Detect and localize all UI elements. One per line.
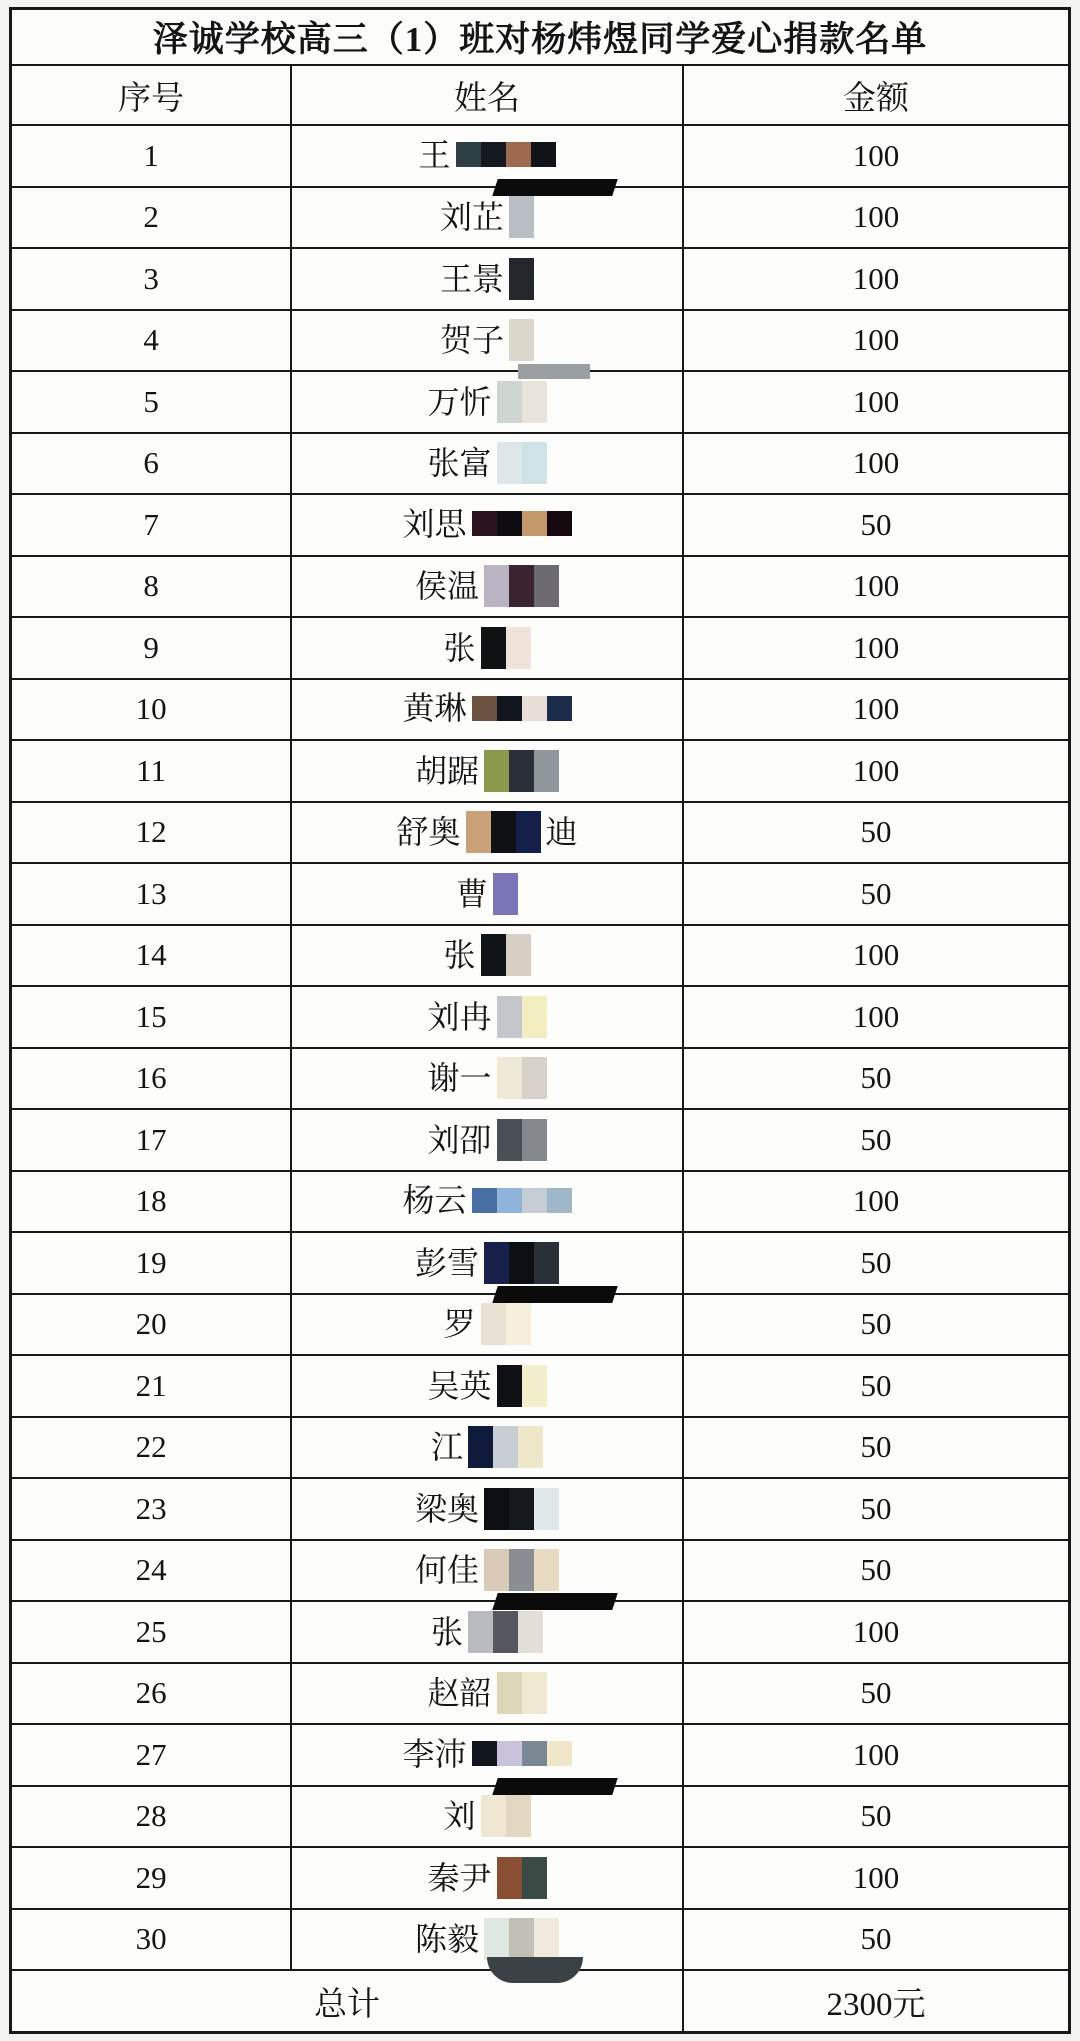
donor-name: 杨云 xyxy=(402,1182,467,1219)
donor-name: 刘芷 xyxy=(440,199,505,236)
name-wrap xyxy=(402,690,572,727)
redaction-mosaic xyxy=(484,565,559,607)
donor-name: 刘思 xyxy=(402,505,467,542)
redaction-pixel xyxy=(547,696,572,721)
serial-cell: 5 xyxy=(11,371,292,433)
name-cell xyxy=(291,1724,683,1786)
redaction-mosaic xyxy=(481,627,531,669)
table-row xyxy=(11,1109,1070,1171)
name-cell xyxy=(291,1909,683,1971)
donor-name: 何佳 xyxy=(415,1552,480,1589)
redaction-pixel xyxy=(472,696,497,721)
redaction-mosaic xyxy=(484,1242,559,1284)
redaction-mosaic xyxy=(497,1057,547,1099)
name-cell xyxy=(291,986,683,1048)
name-cell xyxy=(291,1847,683,1909)
redaction-mosaic xyxy=(472,1741,572,1766)
column-header-name: 姓名 xyxy=(291,65,683,125)
donor-name: 贺子 xyxy=(440,322,505,359)
name-wrap xyxy=(428,1672,547,1714)
donor-name: 梁奥 xyxy=(415,1490,480,1527)
redaction-pixel xyxy=(497,1057,522,1099)
redaction-pixel xyxy=(522,1188,547,1213)
donor-name: 谢一 xyxy=(427,1060,492,1097)
redaction-mosaic xyxy=(497,996,547,1038)
amount-cell: 100 xyxy=(683,740,1070,802)
donor-name: 黄琳 xyxy=(402,690,467,727)
redaction-mosaic xyxy=(497,1672,547,1714)
amount-cell: 100 xyxy=(683,925,1070,987)
amount-cell: 100 xyxy=(683,1601,1070,1663)
redaction-mosaic xyxy=(472,511,572,536)
name-wrap xyxy=(415,565,559,607)
serial-cell: 17 xyxy=(11,1109,292,1171)
name-cell xyxy=(291,925,683,987)
name-cell xyxy=(291,310,683,372)
donor-name: 万忻 xyxy=(427,383,492,420)
amount-cell: 50 xyxy=(683,802,1070,864)
table-row xyxy=(11,740,1070,802)
redaction-pixel xyxy=(534,1549,559,1591)
name-wrap xyxy=(415,1488,559,1530)
redaction-pixel xyxy=(509,319,534,361)
redaction-pixel xyxy=(493,873,518,915)
redaction-pixel xyxy=(522,1057,547,1099)
table-row xyxy=(11,310,1070,372)
redaction-pixel xyxy=(491,811,516,853)
serial-cell: 25 xyxy=(11,1601,292,1663)
name-cell xyxy=(291,863,683,925)
serial-cell: 2 xyxy=(11,187,292,249)
amount-cell: 100 xyxy=(683,679,1070,741)
redaction-pixel xyxy=(497,696,522,721)
donor-name: 赵韶 xyxy=(427,1675,492,1712)
serial-cell: 20 xyxy=(11,1294,292,1356)
name-wrap xyxy=(415,1549,559,1591)
amount-cell: 100 xyxy=(683,1847,1070,1909)
serial-cell: 12 xyxy=(11,802,292,864)
redaction-pixel xyxy=(509,1488,534,1530)
redaction-pixel xyxy=(497,1365,522,1407)
amount-cell: 50 xyxy=(683,1417,1070,1479)
name-cell xyxy=(291,740,683,802)
name-wrap xyxy=(440,258,534,300)
amount-cell: 50 xyxy=(683,1294,1070,1356)
serial-cell: 8 xyxy=(11,556,292,618)
name-wrap xyxy=(431,1611,543,1653)
amount-cell: 50 xyxy=(683,1786,1070,1848)
serial-cell: 7 xyxy=(11,494,292,556)
redaction-pixel xyxy=(509,196,534,238)
redaction-mosaic xyxy=(497,1857,547,1899)
serial-cell: 14 xyxy=(11,925,292,987)
redaction-pixel xyxy=(493,1611,518,1653)
redaction-pixel xyxy=(497,996,522,1038)
redaction-pixel xyxy=(484,1549,509,1591)
name-cell xyxy=(291,1417,683,1479)
redaction-mosaic xyxy=(497,381,547,423)
name-wrap xyxy=(428,442,547,484)
redaction-mosaic xyxy=(481,934,531,976)
table-row xyxy=(11,1171,1070,1233)
name-wrap xyxy=(440,319,534,361)
redaction-mosaic xyxy=(509,319,534,361)
redaction-mosaic xyxy=(497,1365,547,1407)
serial-cell: 21 xyxy=(11,1355,292,1417)
redaction-pixel xyxy=(481,142,506,167)
redaction-pixel xyxy=(456,142,481,167)
redaction-pixel xyxy=(522,1365,547,1407)
total-amount: 2300元 xyxy=(683,1970,1070,2033)
amount-cell: 100 xyxy=(683,248,1070,310)
name-wrap xyxy=(428,1857,547,1899)
serial-cell: 10 xyxy=(11,679,292,741)
redaction-pixel xyxy=(497,511,522,536)
donor-name: 张 xyxy=(431,1613,464,1650)
amount-cell: 50 xyxy=(683,1232,1070,1294)
redaction-bar xyxy=(492,1593,618,1610)
donor-name: 彭雪 xyxy=(415,1244,480,1281)
donor-name: 秦尹 xyxy=(427,1859,492,1896)
table-row xyxy=(11,1909,1070,1971)
table-row xyxy=(11,802,1070,864)
serial-cell: 26 xyxy=(11,1663,292,1725)
serial-cell: 18 xyxy=(11,1171,292,1233)
name-cell xyxy=(291,1294,683,1356)
document-title: 泽诚学校高三（1）班对杨炜煜同学爱心捐款名单 xyxy=(11,9,1070,66)
redaction-pixel xyxy=(547,1188,572,1213)
name-cell xyxy=(291,187,683,249)
redaction-mosaic xyxy=(468,1426,543,1468)
table-row xyxy=(11,1601,1070,1663)
table-header-row xyxy=(11,65,1070,125)
donor-name: 江 xyxy=(431,1429,464,1466)
amount-cell: 50 xyxy=(683,1909,1070,1971)
amount-cell: 50 xyxy=(683,1355,1070,1417)
redaction-mosaic xyxy=(481,1303,531,1345)
redaction-mosaic xyxy=(466,811,541,853)
name-wrap xyxy=(397,811,578,853)
serial-cell: 11 xyxy=(11,740,292,802)
table-row xyxy=(11,1417,1070,1479)
donor-name: 李沛 xyxy=(402,1735,467,1772)
table-row xyxy=(11,371,1070,433)
amount-cell: 50 xyxy=(683,1540,1070,1602)
redaction-mosaic xyxy=(472,696,572,721)
donor-name: 张 xyxy=(443,629,476,666)
name-cell xyxy=(291,1109,683,1171)
name-wrap xyxy=(428,1119,547,1161)
redaction-pixel xyxy=(522,381,547,423)
redaction-mosaic xyxy=(509,258,534,300)
donor-name: 刘冉 xyxy=(427,998,492,1035)
name-wrap xyxy=(444,1303,531,1345)
redaction-pixel xyxy=(468,1611,493,1653)
name-cell xyxy=(291,125,683,187)
amount-cell: 100 xyxy=(683,1724,1070,1786)
redaction-pixel xyxy=(516,811,541,853)
amount-cell: 50 xyxy=(683,1048,1070,1110)
redaction-pixel xyxy=(497,1857,522,1899)
redaction-pixel xyxy=(497,442,522,484)
redaction-pixel xyxy=(506,1795,531,1837)
redaction-bar xyxy=(518,364,590,379)
redaction-bar xyxy=(492,1286,618,1303)
name-wrap xyxy=(418,136,556,173)
redaction-pixel xyxy=(509,565,534,607)
serial-cell: 3 xyxy=(11,248,292,310)
redaction-pixel xyxy=(509,1242,534,1284)
redaction-mosaic xyxy=(509,196,534,238)
name-wrap xyxy=(428,996,547,1038)
name-wrap xyxy=(444,627,531,669)
redaction-pixel xyxy=(472,511,497,536)
serial-cell: 19 xyxy=(11,1232,292,1294)
redaction-pixel xyxy=(481,627,506,669)
donor-name: 吴英 xyxy=(427,1367,492,1404)
redaction-pixel xyxy=(497,1119,522,1161)
redaction-pixel xyxy=(522,996,547,1038)
donor-name: 张 xyxy=(443,937,476,974)
table-row xyxy=(11,433,1070,495)
donor-name: 胡踞 xyxy=(415,752,480,789)
amount-cell: 100 xyxy=(683,310,1070,372)
serial-cell: 15 xyxy=(11,986,292,1048)
amount-cell: 50 xyxy=(683,494,1070,556)
amount-cell: 100 xyxy=(683,1171,1070,1233)
redaction-pixel xyxy=(531,142,556,167)
redaction-mosaic xyxy=(497,442,547,484)
name-wrap xyxy=(402,1735,572,1772)
donor-name: 舒奥 xyxy=(396,814,461,851)
table-row xyxy=(11,925,1070,987)
name-wrap xyxy=(428,1057,547,1099)
redaction-pixel xyxy=(481,934,506,976)
name-cell xyxy=(291,1540,683,1602)
name-wrap xyxy=(431,1426,543,1468)
donor-name: 王 xyxy=(418,136,451,173)
amount-cell: 50 xyxy=(683,1478,1070,1540)
redaction-pixel xyxy=(518,1426,543,1468)
redaction-pixel xyxy=(547,511,572,536)
serial-cell: 28 xyxy=(11,1786,292,1848)
redaction-pixel xyxy=(509,750,534,792)
table-row xyxy=(11,617,1070,679)
redaction-pixel xyxy=(506,1303,531,1345)
serial-cell: 13 xyxy=(11,863,292,925)
redaction-pixel xyxy=(522,511,547,536)
table-row xyxy=(11,986,1070,1048)
name-cell xyxy=(291,1171,683,1233)
redaction-pixel xyxy=(484,1918,509,1960)
name-cell xyxy=(291,1355,683,1417)
donor-name: 曹 xyxy=(456,875,489,912)
redaction-pixel xyxy=(534,565,559,607)
redaction-mosaic xyxy=(484,1488,559,1530)
column-header-serial: 序号 xyxy=(11,65,292,125)
name-wrap xyxy=(415,750,559,792)
redaction-pixel xyxy=(497,1672,522,1714)
name-cell xyxy=(291,556,683,618)
name-wrap xyxy=(444,1795,531,1837)
amount-cell: 100 xyxy=(683,556,1070,618)
amount-cell: 100 xyxy=(683,986,1070,1048)
name-cell xyxy=(291,617,683,679)
redaction-pixel xyxy=(522,696,547,721)
amount-cell: 50 xyxy=(683,1663,1070,1725)
redaction-pixel xyxy=(466,811,491,853)
redaction-pixel xyxy=(481,1795,506,1837)
redaction-pixel xyxy=(497,381,522,423)
redaction-mosaic xyxy=(484,750,559,792)
redaction-pixel xyxy=(481,1303,506,1345)
donor-name: 刘 xyxy=(443,1798,476,1835)
redaction-mosaic xyxy=(472,1188,572,1213)
redaction-mosaic xyxy=(484,1918,559,1960)
name-cell xyxy=(291,802,683,864)
donation-table xyxy=(9,7,1071,2034)
redaction-pixel xyxy=(509,258,534,300)
name-cell xyxy=(291,248,683,310)
redaction-pixel xyxy=(484,565,509,607)
table-row xyxy=(11,863,1070,925)
redaction-pixel xyxy=(522,1672,547,1714)
redaction-pixel xyxy=(534,1918,559,1960)
name-cell xyxy=(291,1478,683,1540)
amount-cell: 100 xyxy=(683,617,1070,679)
redaction-pixel xyxy=(518,1611,543,1653)
redaction-pixel xyxy=(509,1918,534,1960)
donor-name: 陈毅 xyxy=(415,1921,480,1958)
name-wrap xyxy=(440,196,534,238)
serial-cell: 6 xyxy=(11,433,292,495)
redaction-pixel xyxy=(497,1188,522,1213)
name-cell xyxy=(291,1601,683,1663)
redaction-pixel xyxy=(493,1426,518,1468)
redaction-pixel xyxy=(522,442,547,484)
total-label: 总计 xyxy=(11,1970,683,2033)
redaction-pixel xyxy=(506,142,531,167)
name-cell xyxy=(291,1048,683,1110)
name-wrap xyxy=(415,1918,559,1960)
redaction-pixel xyxy=(497,1741,522,1766)
redaction-mosaic xyxy=(456,142,556,167)
table-row xyxy=(11,125,1070,187)
serial-cell: 24 xyxy=(11,1540,292,1602)
serial-cell: 27 xyxy=(11,1724,292,1786)
redaction-pixel xyxy=(506,934,531,976)
column-header-amount: 金额 xyxy=(683,65,1070,125)
name-cell xyxy=(291,1786,683,1848)
donor-name: 刘卲 xyxy=(427,1121,492,1158)
redaction-pixel xyxy=(484,750,509,792)
redaction-pixel xyxy=(506,627,531,669)
title-row xyxy=(11,9,1070,66)
redaction-pixel xyxy=(534,1242,559,1284)
redaction-mosaic xyxy=(468,1611,543,1653)
table-row xyxy=(11,494,1070,556)
redaction-pixel xyxy=(472,1741,497,1766)
name-cell xyxy=(291,433,683,495)
table-row xyxy=(11,1048,1070,1110)
redaction-mosaic xyxy=(481,1795,531,1837)
amount-cell: 100 xyxy=(683,125,1070,187)
serial-cell: 22 xyxy=(11,1417,292,1479)
table-row xyxy=(11,679,1070,741)
redaction-mosaic xyxy=(497,1119,547,1161)
serial-cell: 1 xyxy=(11,125,292,187)
amount-cell: 50 xyxy=(683,863,1070,925)
donor-name: 王景 xyxy=(440,260,505,297)
name-wrap xyxy=(402,505,572,542)
serial-cell: 16 xyxy=(11,1048,292,1110)
redaction-pixel xyxy=(547,1741,572,1766)
serial-cell: 30 xyxy=(11,1909,292,1971)
redaction-pixel xyxy=(484,1488,509,1530)
name-wrap xyxy=(456,873,518,915)
table-body xyxy=(11,125,1070,1970)
name-cell xyxy=(291,494,683,556)
redaction-mosaic xyxy=(493,873,518,915)
name-cell xyxy=(291,1663,683,1725)
name-wrap xyxy=(415,1242,559,1284)
donor-name: 罗 xyxy=(443,1306,476,1343)
redaction-pixel xyxy=(468,1426,493,1468)
redaction-pixel xyxy=(522,1741,547,1766)
table-row xyxy=(11,1724,1070,1786)
amount-cell: 100 xyxy=(683,371,1070,433)
redaction-pixel xyxy=(534,1488,559,1530)
serial-cell: 23 xyxy=(11,1478,292,1540)
serial-cell: 4 xyxy=(11,310,292,372)
donor-name-suffix: 迪 xyxy=(545,814,578,851)
table-row xyxy=(11,248,1070,310)
redaction-bar xyxy=(492,179,618,196)
amount-cell: 50 xyxy=(683,1109,1070,1171)
redaction-pixel xyxy=(472,1188,497,1213)
redaction-pixel xyxy=(522,1119,547,1161)
serial-cell: 29 xyxy=(11,1847,292,1909)
name-wrap xyxy=(428,1365,547,1407)
name-cell xyxy=(291,371,683,433)
redaction-pixel xyxy=(509,1549,534,1591)
name-cell xyxy=(291,679,683,741)
name-wrap xyxy=(428,381,547,423)
redaction-bar xyxy=(492,1778,618,1795)
name-wrap xyxy=(402,1182,572,1219)
table-row xyxy=(11,556,1070,618)
redaction-bar xyxy=(487,1957,583,1983)
name-wrap xyxy=(444,934,531,976)
redaction-mosaic xyxy=(484,1549,559,1591)
redaction-pixel xyxy=(534,750,559,792)
amount-cell: 100 xyxy=(683,187,1070,249)
serial-cell: 9 xyxy=(11,617,292,679)
table-row xyxy=(11,1663,1070,1725)
redaction-pixel xyxy=(484,1242,509,1284)
donor-name: 侯温 xyxy=(415,568,480,605)
table-row xyxy=(11,1232,1070,1294)
table-row xyxy=(11,1847,1070,1909)
table-row xyxy=(11,1478,1070,1540)
amount-cell: 100 xyxy=(683,433,1070,495)
table-row xyxy=(11,1355,1070,1417)
redaction-pixel xyxy=(522,1857,547,1899)
name-cell xyxy=(291,1232,683,1294)
donor-name: 张富 xyxy=(427,445,492,482)
table-row xyxy=(11,1540,1070,1602)
